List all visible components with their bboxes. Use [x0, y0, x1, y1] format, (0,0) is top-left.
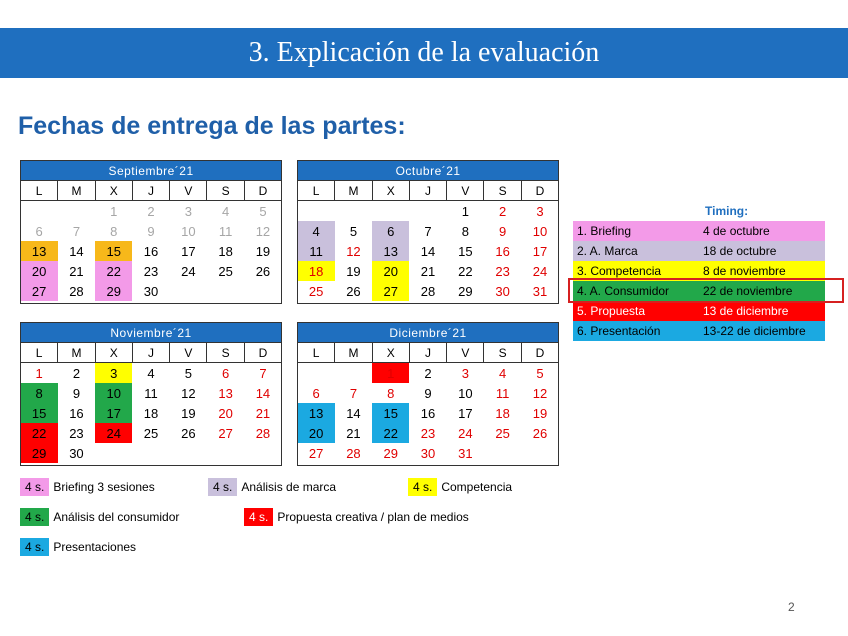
weekday-header: M	[335, 181, 372, 201]
calendar-day: 4	[499, 365, 507, 381]
calendar-day: 7	[349, 385, 358, 401]
calendar-day: 3	[95, 363, 132, 384]
calendar-day: 3	[536, 203, 544, 219]
weekday-header: M	[58, 343, 95, 363]
calendar-day: 22	[372, 423, 409, 443]
calendar-day: 29	[95, 281, 132, 301]
calendar-day: 15	[95, 241, 132, 261]
calendar-day: 16	[420, 405, 436, 421]
weekday-header: M	[58, 181, 95, 201]
timing-row	[573, 241, 825, 261]
timing-label: 4. A. Consumidor	[577, 284, 670, 298]
timing-label: 6. Presentación	[577, 324, 661, 338]
timing-date: 4 de octubre	[703, 224, 770, 238]
weekday-header: S	[207, 181, 244, 201]
legend-label: Competencia	[441, 480, 513, 494]
calendar-month-title: Diciembre´21	[298, 323, 559, 343]
weekday-header: D	[244, 181, 281, 201]
timing-label: 1. Briefing	[577, 224, 632, 238]
title-banner	[0, 28, 848, 78]
timing-date: 8 de noviembre	[703, 264, 786, 278]
calendar-day: 16	[495, 243, 510, 259]
weekday-header: V	[447, 343, 484, 363]
calendar-day: 5	[536, 365, 544, 381]
legend-swatch: 4 s.	[408, 478, 437, 496]
calendar-day: 6	[312, 385, 320, 401]
calendar-month-title: Septiembre´21	[21, 161, 282, 181]
calendar-day: 30	[69, 445, 84, 461]
calendar-day: 20	[218, 405, 233, 421]
calendar-day: 22	[95, 261, 132, 281]
weekday-header: D	[521, 343, 558, 363]
calendar-day: 31	[458, 445, 473, 461]
weekday-header: D	[521, 181, 558, 201]
calendar-day: 16	[69, 405, 84, 421]
weekday-header: D	[244, 343, 281, 363]
calendar-day: 24	[95, 423, 132, 443]
calendar-day: 23	[495, 263, 510, 279]
weekday-header: L	[298, 181, 335, 201]
calendar-day: 21	[255, 405, 271, 421]
calendar-day: 1	[372, 363, 409, 384]
weekday-header: J	[132, 343, 169, 363]
calendar-day: 14	[420, 243, 436, 259]
calendar-day: 28	[255, 425, 271, 441]
calendar-day: 8	[387, 385, 395, 401]
calendar-day: 26	[532, 425, 548, 441]
calendar-day: 2	[72, 365, 81, 381]
calendar-day: 25	[143, 425, 159, 441]
calendar-day: 26	[346, 283, 361, 299]
calendar-day: 8	[110, 223, 118, 239]
weekday-header: L	[298, 343, 335, 363]
weekday-header: L	[21, 181, 58, 201]
section-subtitle: Fechas de entrega de las partes:	[18, 112, 406, 140]
calendar-day: 17	[95, 403, 132, 423]
calendar-day: 16	[143, 243, 159, 259]
legend-item	[20, 508, 179, 526]
calendar-day: 28	[346, 445, 361, 461]
calendar-day: 2	[499, 203, 507, 219]
calendar-day: 21	[69, 263, 84, 279]
legend-label: Análisis de marca	[241, 480, 337, 494]
calendar-day: 13	[298, 403, 335, 423]
calendar-frame	[20, 160, 282, 304]
highlight-consumidor	[568, 278, 844, 303]
calendar-day: 7	[72, 223, 81, 239]
calendar-day: 1	[461, 203, 469, 219]
legend-label: Briefing 3 sesiones	[53, 480, 155, 494]
calendar-day: 30	[420, 445, 436, 461]
weekday-header: J	[409, 181, 446, 201]
calendar-day: 31	[532, 283, 548, 299]
calendar-day: 4	[298, 221, 335, 241]
calendar-day: 18	[143, 405, 159, 421]
calendar-day: 9	[72, 385, 81, 401]
calendar-day: 9	[147, 223, 155, 239]
legend-item	[244, 508, 469, 526]
weekday-header: X	[372, 343, 409, 363]
calendar-day: 8	[461, 223, 469, 239]
legend-label: Análisis del consumidor	[53, 510, 180, 524]
weekday-header: S	[207, 343, 244, 363]
calendar-day: 28	[69, 283, 84, 299]
calendar-day: 14	[255, 385, 271, 401]
calendar-day: 24	[181, 263, 196, 279]
calendar-day: 23	[69, 425, 84, 441]
calendar-day: 29	[383, 445, 398, 461]
timing-row	[573, 301, 825, 321]
weekday-header: V	[447, 181, 484, 201]
calendar-day: 21	[346, 425, 361, 441]
calendar-day: 11	[495, 385, 510, 401]
calendar-day: 11	[144, 385, 158, 401]
weekday-header: J	[409, 343, 446, 363]
weekday-header: S	[484, 343, 521, 363]
calendar-day: 4	[222, 203, 230, 219]
calendar-day: 9	[499, 223, 507, 239]
calendar-day: 1	[35, 365, 43, 381]
calendar-day: 5	[259, 203, 267, 219]
calendar-day: 10	[95, 383, 132, 403]
calendar-day: 9	[424, 385, 432, 401]
calendar-day: 18	[218, 243, 233, 259]
timing-label: 5. Propuesta	[577, 304, 646, 318]
calendar-day: 20	[298, 423, 335, 443]
weekday-header: L	[21, 343, 58, 363]
calendar-day: 24	[458, 425, 473, 441]
calendar-day: 13	[372, 241, 409, 261]
calendar-day: 25	[308, 283, 324, 299]
calendar-day: 11	[298, 241, 335, 261]
legend-label: Presentaciones	[53, 540, 137, 554]
calendar-day: 29	[21, 443, 58, 463]
weekday-header: J	[132, 181, 169, 201]
legend-swatch: 4 s.	[244, 508, 273, 526]
calendar-day: 24	[532, 263, 548, 279]
timing-label: 3. Competencia	[577, 264, 662, 278]
legend-item	[208, 478, 336, 496]
legend-item	[20, 478, 155, 496]
calendar-day: 2	[424, 365, 432, 381]
calendar-day: 13	[21, 241, 58, 261]
calendar-day: 23	[420, 425, 436, 441]
calendar-month-title: Noviembre´21	[21, 323, 282, 343]
calendar-day: 6	[372, 221, 409, 241]
calendar-day: 14	[69, 243, 84, 259]
weekday-header: V	[170, 181, 207, 201]
calendar-day: 10	[532, 223, 548, 239]
calendar-day: 25	[218, 263, 233, 279]
legend-label: Propuesta creativa / plan de medios	[277, 510, 469, 524]
calendar-day: 27	[308, 445, 324, 461]
calendar-day: 6	[222, 365, 230, 381]
timing-date: 18 de octubre	[703, 244, 777, 258]
page-number: 2	[788, 600, 795, 614]
calendar-day: 4	[147, 365, 155, 381]
calendar-day: 29	[458, 283, 473, 299]
calendar-day: 23	[143, 263, 159, 279]
legend-item	[20, 538, 136, 556]
calendar-day: 3	[461, 365, 469, 381]
timing-row	[573, 221, 825, 241]
calendar-day: 11	[218, 223, 233, 239]
calendar-day: 12	[346, 243, 361, 259]
calendar-day: 6	[35, 223, 43, 239]
calendar-day: 8	[21, 383, 58, 403]
timing-date: 13-22 de diciembre	[703, 324, 806, 338]
legend-item	[408, 478, 512, 496]
calendar-frame	[297, 322, 559, 466]
calendar-day: 30	[143, 283, 159, 299]
weekday-header: X	[372, 181, 409, 201]
calendar-day: 27	[218, 425, 233, 441]
timing-row	[573, 321, 825, 341]
weekday-header: S	[484, 181, 521, 201]
calendar-day: 27	[372, 281, 409, 301]
slide-title: 3. Explicación de la evaluación	[248, 37, 600, 68]
calendar-day: 13	[218, 385, 233, 401]
calendar-day: 30	[495, 283, 510, 299]
legend-swatch: 4 s.	[20, 478, 49, 496]
calendar-day: 26	[255, 263, 271, 279]
calendar-day: 27	[21, 281, 58, 301]
calendar-day: 10	[181, 223, 196, 239]
calendar-day: 7	[259, 365, 267, 381]
calendar-frame	[20, 322, 282, 466]
calendar-day: 17	[181, 243, 196, 259]
calendar-day: 19	[181, 405, 196, 421]
calendar-day: 26	[181, 425, 196, 441]
calendar-day: 12	[181, 385, 196, 401]
weekday-header: X	[95, 343, 132, 363]
calendar-day: 14	[346, 405, 361, 421]
calendar-frame	[297, 160, 559, 304]
timing-date: 22 de noviembre	[703, 284, 793, 298]
calendar-month-title: Octubre´21	[298, 161, 559, 181]
timing-title: Timing:	[705, 204, 749, 218]
calendar-day: 12	[255, 223, 271, 239]
calendar-day: 15	[372, 403, 409, 423]
calendar-day: 7	[424, 223, 432, 239]
calendar-day: 5	[349, 223, 358, 239]
calendar-day: 21	[420, 263, 436, 279]
calendar-day: 15	[458, 243, 473, 259]
calendar-day: 2	[147, 203, 155, 219]
calendar-day: 17	[532, 243, 548, 259]
calendar-day: 1	[110, 203, 118, 219]
calendar-day: 20	[372, 261, 409, 281]
calendar-day: 19	[255, 243, 271, 259]
calendar-day: 22	[21, 423, 58, 443]
legend-swatch: 4 s.	[20, 538, 49, 556]
calendar-day: 25	[495, 425, 510, 441]
calendar-day: 19	[346, 263, 361, 279]
legend-swatch: 4 s.	[20, 508, 49, 526]
timing-label: 2. A. Marca	[577, 244, 638, 258]
calendar-day: 10	[458, 385, 473, 401]
weekday-header: M	[335, 343, 372, 363]
calendar-day: 22	[458, 263, 473, 279]
calendar-day: 17	[458, 405, 473, 421]
timing-date: 13 de diciembre	[703, 304, 789, 318]
calendar-day: 5	[184, 365, 192, 381]
weekday-header: V	[170, 343, 207, 363]
calendar-day: 18	[495, 405, 510, 421]
calendar-day: 19	[532, 405, 548, 421]
calendar-day: 3	[184, 203, 192, 219]
weekday-header: X	[95, 181, 132, 201]
calendar-day: 12	[532, 385, 548, 401]
calendar-day: 15	[21, 403, 58, 423]
calendar-day: 28	[420, 283, 436, 299]
legend-swatch: 4 s.	[208, 478, 237, 496]
calendar-day: 18	[298, 261, 335, 281]
calendar-day: 20	[21, 261, 58, 281]
